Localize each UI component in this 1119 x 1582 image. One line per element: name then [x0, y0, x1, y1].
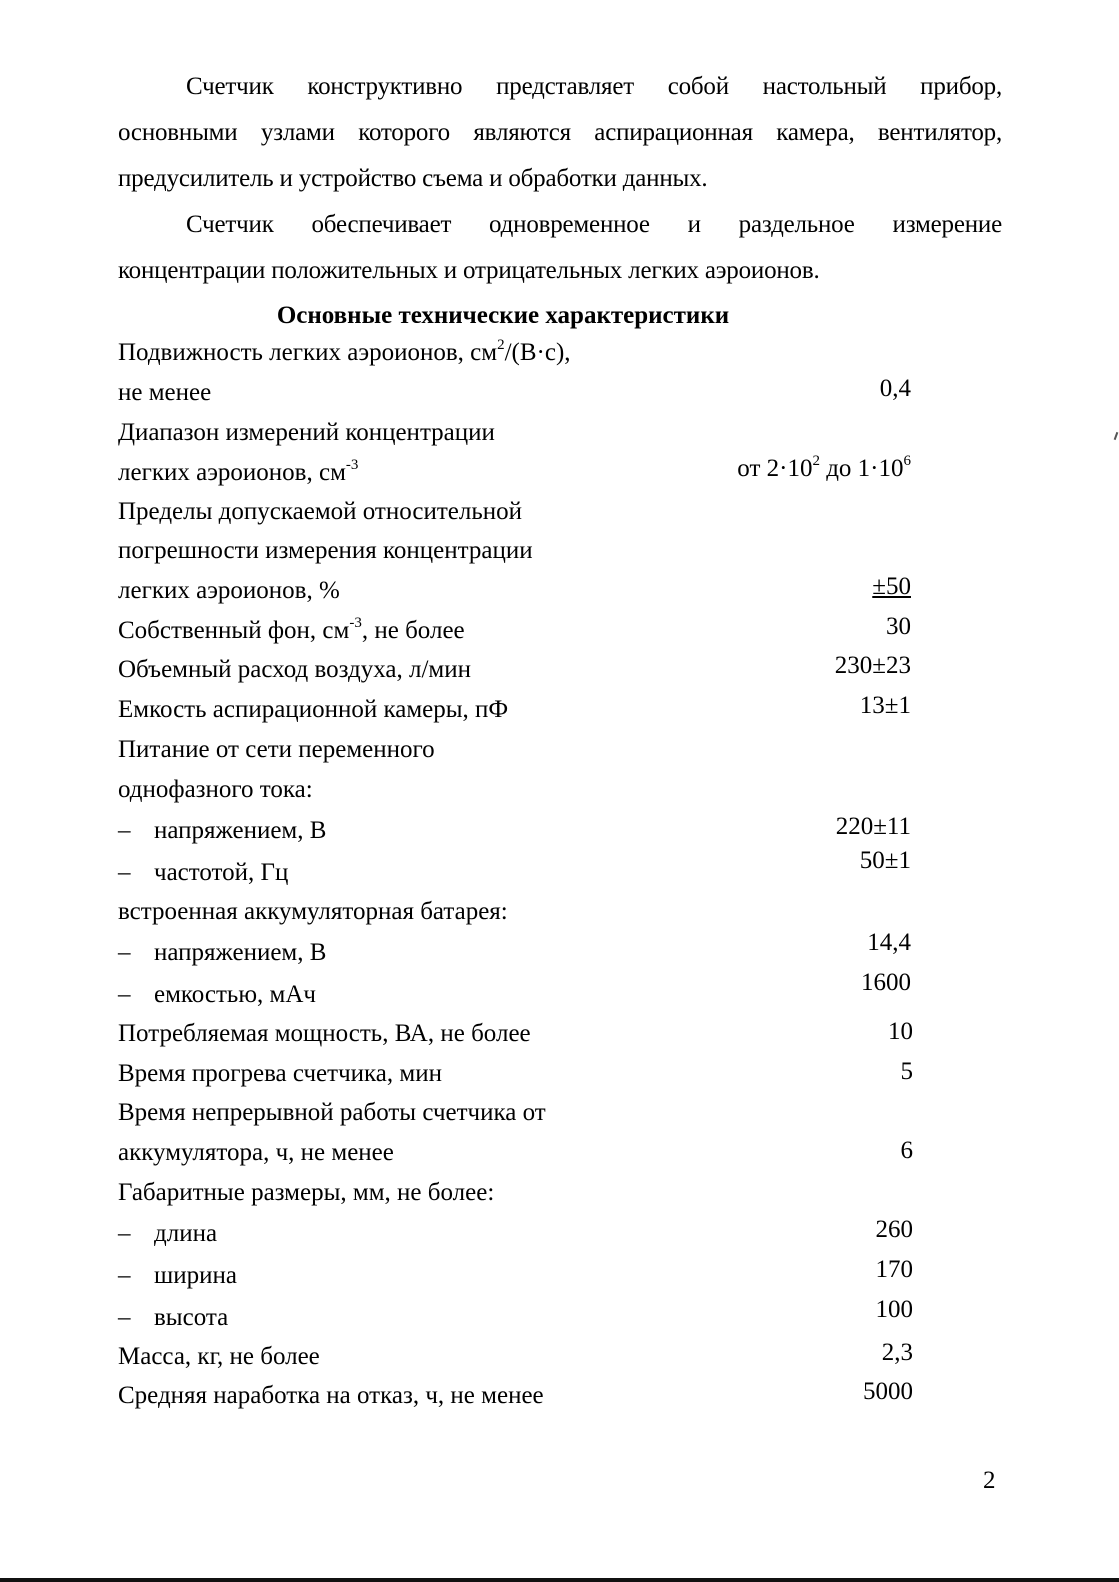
spec-label: Время непрерывной работы счетчика от	[118, 1099, 546, 1126]
spec-label: погрешности измерения концентрации	[118, 537, 533, 564]
spec-value: ±50	[872, 573, 911, 600]
spec-label: Диапазон измерений концентрации	[118, 419, 495, 446]
spec-label: Объемный расход воздуха, л/мин	[118, 656, 472, 683]
section-heading: Основные технические характеристики	[276, 302, 730, 329]
spec-label: Собственный фон, $см^{-3}$, не более	[118, 615, 465, 644]
text-line: Счетчик конструктивно представляет собой настольный прибор,	[186, 73, 1002, 100]
page-number: 2	[983, 1467, 996, 1494]
scan-bottom-edge	[0, 1578, 1119, 1582]
spec-value: 170	[875, 1256, 913, 1283]
spec-label: Средняя наработка на отказ, ч, не менее	[118, 1382, 544, 1409]
text-line: концентрации положительных и отрицательных легких аэроионов.	[118, 257, 820, 284]
spec-value: 230±23	[834, 652, 911, 679]
spec-label: – высота	[118, 1304, 229, 1331]
spec-label: – ширина	[118, 1262, 237, 1289]
dash: –	[118, 1220, 131, 1247]
spec-value: 100	[875, 1296, 913, 1323]
spec-value: 0,4	[879, 375, 911, 402]
intro-paragraph-2	[118, 202, 1002, 294]
spec-label: аккумулятора, ч, не менее	[118, 1139, 394, 1166]
spec-label: Время прогрева счетчика, мин	[118, 1060, 442, 1087]
spec-label: однофазного тока:	[118, 776, 313, 803]
dash: –	[118, 939, 131, 966]
spec-value: 13±1	[859, 692, 911, 719]
spec-label: Потребляемая мощность, ВА, не более	[118, 1020, 531, 1047]
dash: –	[118, 859, 131, 886]
dash: –	[118, 1262, 131, 1289]
spec-value: 260	[875, 1216, 913, 1243]
spec-label: Пределы допускаемой относительной	[118, 498, 522, 525]
spec-value: 10	[888, 1018, 913, 1045]
scan-artifact	[1114, 432, 1119, 440]
spec-value: 2,3	[881, 1339, 913, 1366]
spec-label: Питание от сети переменного	[118, 736, 435, 763]
spec-label: – длина	[118, 1220, 218, 1247]
text-line: основными узлами которого являются аспирационная камера, вентилятор,	[118, 119, 1002, 146]
spec-value: от $2\cdot 10^2$ до $1\cdot 10^6$	[737, 453, 911, 482]
spec-label: – напряжением, В	[118, 939, 327, 966]
spec-value: 1600	[861, 969, 911, 996]
spec-label: – частотой, Гц	[118, 859, 289, 886]
spec-value: 220±11	[835, 813, 911, 840]
spec-value: 6	[900, 1137, 913, 1164]
spec-value: 5	[900, 1058, 913, 1085]
spec-label: Подвижность легких аэроионов, $см^2/(В\cdot с)$,	[118, 337, 571, 366]
spec-label: Масса, кг, не более	[118, 1343, 320, 1370]
text-line: предусилитель и устройство съема и обработки данных.	[118, 165, 708, 192]
spec-value: 50±1	[859, 847, 911, 874]
spec-label: не менее	[118, 379, 212, 406]
dash: –	[118, 981, 131, 1008]
spec-label: легких аэроионов, $см^{-3}$	[118, 457, 359, 486]
dash: –	[118, 817, 131, 844]
dash: –	[118, 1304, 131, 1331]
spec-value: 5000	[863, 1378, 913, 1405]
spec-label: – напряжением, В	[118, 817, 327, 844]
text-line: Счетчик обеспечивает одновременное и раздельное измерение	[186, 211, 1002, 238]
spec-value: 30	[886, 613, 911, 640]
spec-label: – емкостью, мАч	[118, 981, 316, 1008]
spec-label: встроенная аккумуляторная батарея:	[118, 898, 508, 925]
spec-label: Емкость аспирационной камеры, пФ	[118, 696, 509, 723]
spec-label: легких аэроионов, %	[118, 577, 340, 604]
spec-value: 14,4	[867, 929, 911, 956]
spec-label: Габаритные размеры, мм, не более:	[118, 1179, 495, 1206]
intro-paragraph-1	[118, 64, 1002, 202]
